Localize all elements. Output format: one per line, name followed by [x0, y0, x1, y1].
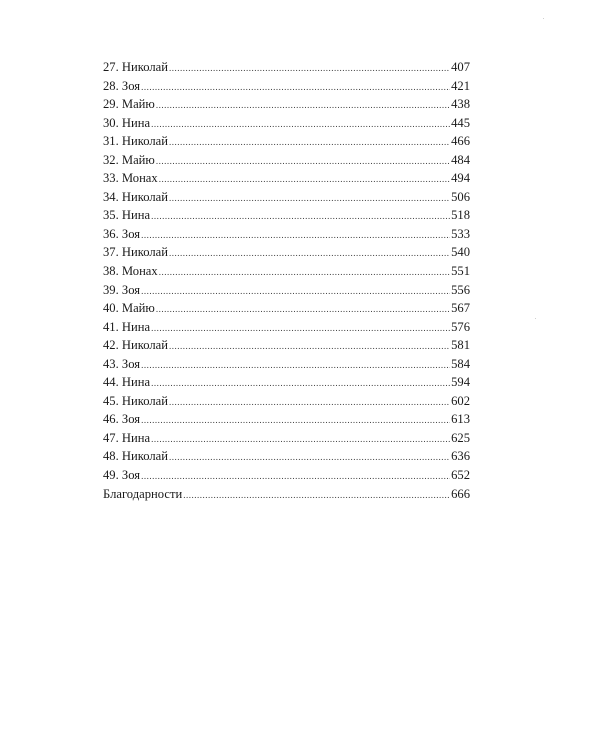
toc-entry-title: 39. Зоя — [103, 282, 141, 297]
toc-entry-page: 551 — [451, 264, 470, 279]
dot-leader — [151, 115, 450, 134]
toc-entry — [103, 262, 470, 281]
dot-leader — [169, 189, 450, 208]
toc-entry-title: 30. Нина — [103, 115, 151, 130]
toc-entry — [103, 281, 470, 300]
toc-entry-title: 41. Нина — [103, 319, 151, 334]
toc-entry — [103, 466, 470, 485]
toc-entry-page: 567 — [451, 301, 470, 316]
toc-entry — [103, 485, 470, 504]
toc-entry — [103, 299, 470, 318]
dot-leader — [169, 244, 450, 263]
dot-leader — [151, 430, 450, 449]
toc-entry-page: 540 — [451, 245, 470, 260]
toc-entry — [103, 77, 470, 96]
toc-entry-title: 34. Николай — [103, 189, 168, 204]
toc-entry — [103, 95, 470, 114]
toc-entry — [103, 355, 470, 374]
dot-leader — [169, 393, 450, 412]
toc-entry-title: 40. Майю — [103, 301, 155, 316]
toc-entry-page: 445 — [451, 115, 470, 130]
toc-entry-page: 666 — [451, 486, 470, 501]
toc-entry-title: 29. Майю — [103, 97, 155, 112]
dot-leader — [169, 337, 450, 356]
dot-leader — [141, 467, 450, 486]
toc-entry — [103, 58, 470, 77]
toc-entry-title: 35. Нина — [103, 208, 151, 223]
toc-entry — [103, 114, 470, 133]
toc-entry — [103, 151, 470, 170]
toc-entry-page: 594 — [451, 375, 470, 390]
toc-entry-page: 556 — [451, 282, 470, 297]
toc-entry-page: 613 — [451, 412, 470, 427]
dot-leader — [159, 170, 450, 189]
toc-entry-title: 43. Зоя — [103, 356, 141, 371]
toc-entry-page: 494 — [451, 171, 470, 186]
toc-entry-title: 42. Николай — [103, 338, 168, 353]
table-of-contents — [103, 58, 470, 503]
toc-entry-page: 438 — [451, 97, 470, 112]
toc-entry-title: 28. Зоя — [103, 78, 141, 93]
toc-entry-page: 636 — [451, 449, 470, 464]
toc-entry — [103, 318, 470, 337]
toc-entry — [103, 447, 470, 466]
toc-entry — [103, 225, 470, 244]
dot-leader — [141, 78, 450, 97]
toc-entry — [103, 169, 470, 188]
toc-entry-page: 407 — [451, 60, 470, 74]
toc-entry-page: 518 — [451, 208, 470, 223]
dot-leader — [156, 152, 450, 171]
toc-entry-title: 48. Николай — [103, 449, 168, 464]
toc-entry — [103, 392, 470, 411]
toc-entry-page: 506 — [451, 189, 470, 204]
dot-leader — [141, 411, 450, 430]
paper-speck — [535, 318, 536, 319]
dot-leader — [151, 207, 450, 226]
toc-entry — [103, 429, 470, 448]
dot-leader — [169, 59, 450, 78]
toc-entry — [103, 132, 470, 151]
toc-entry-page: 576 — [451, 319, 470, 334]
toc-entry-page: 421 — [451, 78, 470, 93]
toc-entry — [103, 336, 470, 355]
toc-entry-page: 584 — [451, 356, 470, 371]
toc-entry-page: 652 — [451, 468, 470, 483]
toc-entry-title: 32. Майю — [103, 152, 155, 167]
dot-leader — [183, 486, 450, 505]
toc-entry-title: 31. Николай — [103, 134, 168, 149]
toc-entry-title: 45. Николай — [103, 393, 168, 408]
toc-entry-title: 27. Николай — [103, 60, 168, 74]
dot-leader — [156, 300, 450, 319]
toc-entry-title: 49. Зоя — [103, 468, 141, 483]
toc-entry-page: 533 — [451, 226, 470, 241]
toc-entry-page: 602 — [451, 393, 470, 408]
toc-entry-page: 466 — [451, 134, 470, 149]
paper-speck — [543, 18, 544, 19]
toc-entry-title: 46. Зоя — [103, 412, 141, 427]
toc-entry-title: 37. Николай — [103, 245, 168, 260]
toc-entry — [103, 410, 470, 429]
dot-leader — [141, 226, 450, 245]
toc-entry-title: 38. Монах — [103, 264, 158, 279]
toc-entry — [103, 243, 470, 262]
toc-entry-title: 47. Нина — [103, 430, 151, 445]
toc-entry-title: 44. Нина — [103, 375, 151, 390]
toc-entry — [103, 188, 470, 207]
dot-leader — [141, 356, 450, 375]
toc-entry-page: 581 — [451, 338, 470, 353]
dot-leader — [151, 374, 450, 393]
dot-leader — [159, 263, 450, 282]
toc-entry-page: 484 — [451, 152, 470, 167]
dot-leader — [169, 448, 450, 467]
toc-entry-title: Благодарности — [103, 486, 183, 501]
toc-entry-page: 625 — [451, 430, 470, 445]
toc-entry — [103, 206, 470, 225]
dot-leader — [169, 133, 450, 152]
dot-leader — [141, 282, 450, 301]
dot-leader — [156, 96, 450, 115]
dot-leader — [151, 319, 450, 338]
toc-entry — [103, 373, 470, 392]
toc-entry-title: 33. Монах — [103, 171, 158, 186]
toc-entry-title: 36. Зоя — [103, 226, 141, 241]
